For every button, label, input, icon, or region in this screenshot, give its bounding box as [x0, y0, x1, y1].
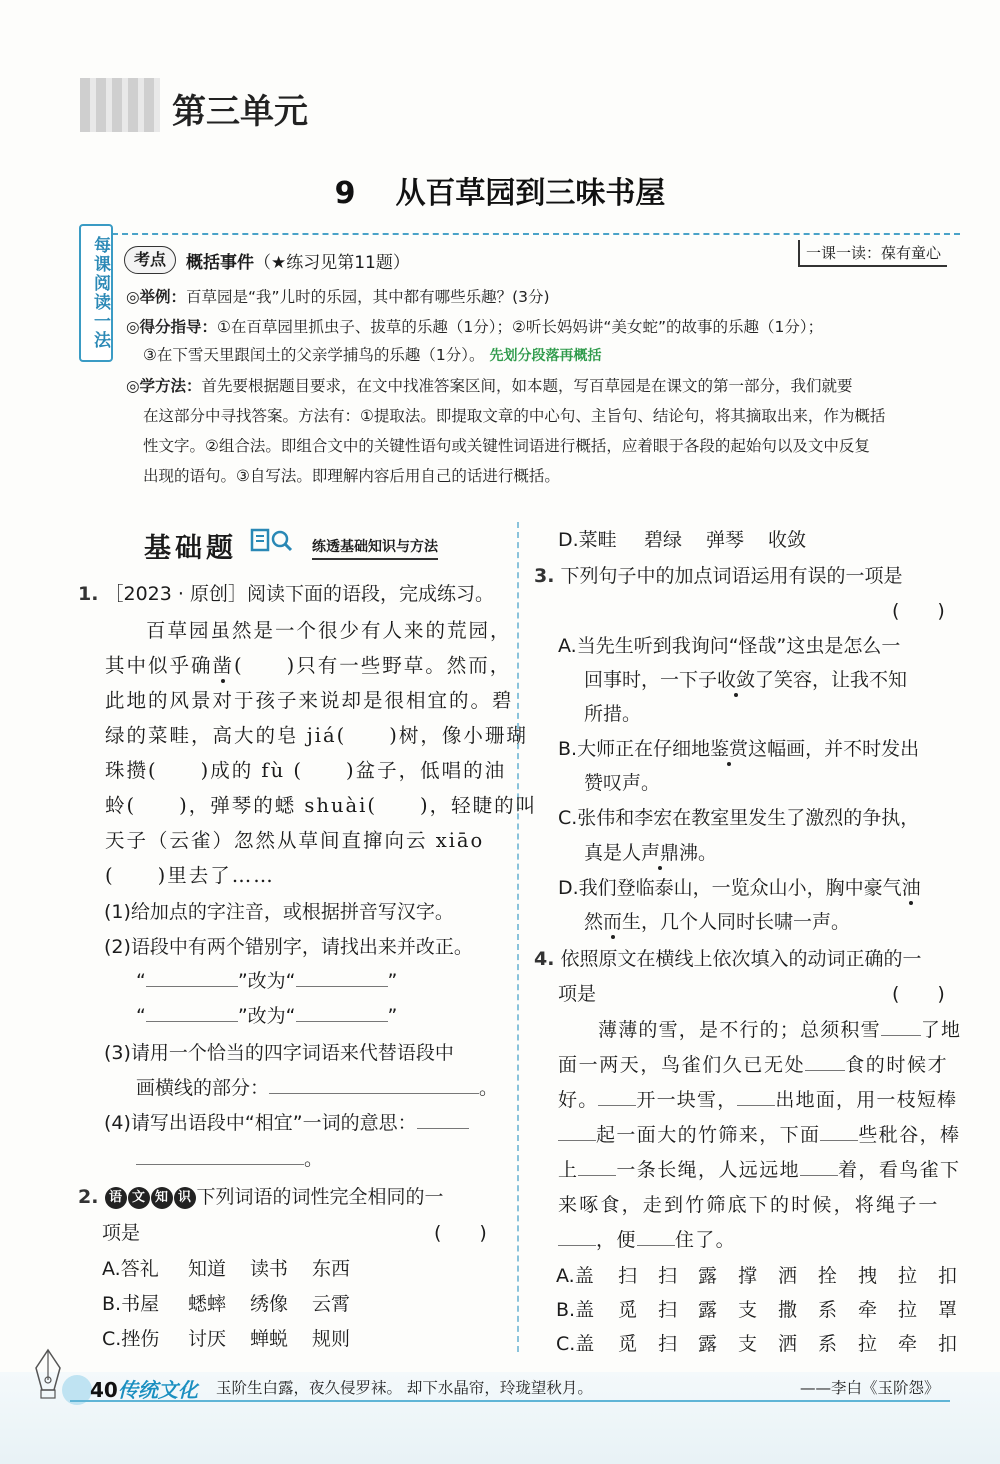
q2-option-c[interactable] [102, 1322, 350, 1357]
q4-passage-line-4 [558, 1118, 960, 1153]
answer-blank[interactable] [417, 1110, 469, 1129]
verb: 支 [738, 1333, 758, 1355]
section-subtitle: 练透基础知识与方法 [312, 536, 438, 560]
score-label: ◎得分指导： [126, 318, 218, 336]
q2-stem-text: 下列词语的词性完全相同的一 [196, 1186, 444, 1208]
score-text-2: ③在下雪天里跟闰土的父亲学捕鸟的乐趣（1分）。 [143, 346, 485, 364]
text: 回事时，一下子 [584, 669, 718, 691]
q1-passage-line-1: 百草园虽然是一个很少有人来的荒园， [146, 619, 512, 642]
q1-change-row-2: “ ”改为“ ” [136, 1005, 398, 1027]
period: 。 [304, 1148, 324, 1170]
q2-number: 2. [78, 1186, 99, 1208]
word: 讨厌 [188, 1328, 227, 1350]
fill-blank[interactable] [800, 1157, 838, 1176]
q1-passage-line-5: 珠攒( )成的 fù ( )盆子，低唱的油 [105, 759, 507, 782]
q1-passage-line-4: 绿的菜畦，高大的皂 jiá( )树，像小珊瑚 [105, 724, 528, 747]
q1-sub-3-cont [136, 1071, 498, 1106]
text: 面一两天，鸟雀们久已无处 [558, 1054, 806, 1076]
verb: 支 [738, 1299, 758, 1321]
word: 规则 [312, 1328, 351, 1350]
unit-header-decoration [80, 78, 160, 132]
verb: C.盖 [556, 1333, 595, 1355]
unit-title: 第三单元 [172, 92, 308, 132]
word: 读书 [250, 1258, 289, 1280]
text: 食的时候才 [845, 1054, 949, 1076]
q1-sub-4-text: (4)请写出语段中“相宜”一词的意思： [104, 1112, 417, 1134]
text: 开一块雪， [636, 1089, 738, 1111]
word: 弹琴 [706, 529, 745, 551]
text: 了笑容，让我不知 [755, 669, 908, 691]
q1-sub-4-cont [136, 1142, 323, 1177]
verb: 露 [698, 1333, 718, 1355]
q1-sub-1: (1)给加点的字注音，或根据拼音写汉字。 [104, 901, 454, 923]
word: A.答礼 [102, 1258, 159, 1280]
q3-stem-text: 下列句子中的加点词语运用有误的一项是 [560, 565, 903, 587]
q1-sub-3: (3)请用一个恰当的四字词语来代替语段中 [104, 1042, 454, 1064]
method-line-4: 出现的语句。③自写法。即理解内容后用自己的话进行概括。 [143, 467, 560, 485]
q4-option-a[interactable] [556, 1259, 957, 1294]
fill-blank[interactable] [820, 1122, 858, 1141]
text: 一条长绳，人远远地 [616, 1159, 801, 1181]
dotted-word: 然而生 [584, 911, 642, 933]
q1-passage-line-7: 天子（云雀）忽然从草间直撺向云 xiāo [105, 829, 485, 852]
fill-blank[interactable] [805, 1052, 845, 1071]
example-text: 百草园是“我”儿时的乐园，其中都有哪些乐趣？(3分) [186, 288, 550, 306]
verb: 洒 [778, 1333, 798, 1355]
lesson-name: 从百草园到三味书屋 [395, 176, 666, 211]
dotted-word: 人声鼎沸 [622, 842, 699, 864]
fill-blank[interactable] [558, 1122, 596, 1141]
footer-poem: 玉阶生白露，夜久侵罗袜。 却下水晶帘，玲珑望秋月。 [216, 1379, 593, 1397]
q1-passage-line-2 [105, 649, 511, 684]
q3-option-a-line-1[interactable]: A.当先生听到我询问“怪哉”这虫是怎么一 [558, 635, 901, 657]
dotted-word: 收敛 [717, 669, 756, 691]
word: B.书屋 [102, 1293, 160, 1315]
word: C.挫伤 [102, 1328, 160, 1350]
fill-blank[interactable] [578, 1157, 616, 1176]
q4-stem-text: 依照原文在横线上依次填入的动词正确的一 [560, 948, 922, 970]
text: B.大师正在仔细地 [558, 738, 711, 760]
verb: 罩 [938, 1299, 958, 1321]
method-line-2: 在这部分中寻找答案。方法有：①提取法。即提取文章的中心句、主旨句、结论句，将其摘取出来，作为概括 [143, 407, 886, 425]
text: 上 [558, 1159, 579, 1181]
badge-char: 文 [128, 1187, 150, 1209]
method-line-1 [126, 372, 853, 401]
motto: 一课一读：葆有童心 [798, 240, 947, 267]
score-line-2 [143, 341, 601, 371]
example-label: ◎举例： [126, 288, 187, 306]
change-label: ”改为“ [237, 970, 296, 992]
verb: B.盖 [556, 1299, 595, 1321]
q4-number: 4. [534, 948, 555, 970]
lesson-title [0, 168, 1000, 212]
q4-passage-line-7 [558, 1223, 736, 1258]
q3-option-a-line-3: 所措。 [584, 703, 642, 725]
verb: 洒 [778, 1265, 798, 1287]
q1-stem [78, 577, 494, 612]
q2-option-d[interactable] [558, 523, 806, 558]
q1-p2-b: ( )只有一些野草。然而， [234, 654, 512, 677]
word: 碧绿 [644, 529, 683, 551]
book-search-icon [250, 526, 294, 554]
q1-passage-line-6: 蛉( )，弹琴的蟋 shuài( )，轻睫的叫 [105, 794, 538, 817]
text: 着，看鸟雀下 [838, 1159, 961, 1181]
q3-option-b-line-2: 赞叹声。 [584, 772, 661, 794]
method-label: ◎学方法： [126, 377, 202, 395]
answer-blank[interactable] [146, 968, 238, 987]
verb: 觅 [618, 1333, 638, 1355]
q4-passage-line-1 [598, 1013, 961, 1048]
q1-passage-line-3: 此地的风景对于孩子来说却是很相宜的。碧 [105, 689, 514, 712]
word: D.菜畦 [558, 529, 617, 551]
text: 些秕谷，棒 [858, 1124, 961, 1146]
text: 真是 [584, 842, 623, 864]
fill-blank[interactable] [737, 1087, 775, 1106]
fill-blank[interactable] [558, 1227, 596, 1246]
q3-answer-paren[interactable]: ( ) [892, 600, 945, 622]
q1-sub-3b: 画横线的部分： [136, 1077, 270, 1099]
q3-stem [534, 559, 903, 594]
q2-option-b[interactable] [102, 1287, 350, 1322]
q1-stem-text: ［2023 · 原创］阅读下面的语段，完成练习。 [104, 583, 494, 605]
q1-sub-2: (2)语段中有两个错别字，请找出来并改正。 [104, 936, 473, 958]
verb: 露 [698, 1265, 718, 1287]
verb: 扣 [938, 1333, 958, 1355]
brand-label: 传统文化 [117, 1378, 198, 1402]
q4-option-b[interactable] [556, 1293, 957, 1328]
method-text-1: 首先要根据题目要求，在文中找准答案区间，如本题，写百草园是在课文的第一部分，我们就要 [201, 377, 853, 395]
text: 起一面大的竹筛来，下面 [596, 1124, 821, 1146]
footer-poem-source: ——李白《玉阶怨》 [800, 1379, 940, 1397]
verb: 拽 [858, 1265, 878, 1287]
q1-change-row-1: “ ”改为“ ” [136, 970, 398, 992]
verb: 拉 [898, 1265, 918, 1287]
verb: 拉 [898, 1299, 918, 1321]
score-line-1 [126, 313, 823, 342]
q3-number: 3. [534, 565, 555, 587]
verb: 觅 [618, 1299, 638, 1321]
q4-answer-paren[interactable]: ( ) [892, 983, 945, 1005]
page-number [90, 1374, 198, 1403]
text: 薄薄的雪，是不行的；总须积雪 [598, 1019, 881, 1041]
text: 住了。 [674, 1229, 737, 1251]
topic-note: （★练习见第11题） [254, 253, 410, 273]
q3-option-a-line-2 [584, 663, 907, 698]
text: D.我们登临泰山，一览众山小，胸中豪气 [558, 877, 902, 899]
q4-stem [534, 942, 922, 977]
verb: 系 [818, 1299, 838, 1321]
column-divider [517, 522, 519, 1352]
fill-blank[interactable] [637, 1227, 675, 1246]
verb: 撑 [738, 1265, 758, 1287]
score-text-1: ①在百草园里抓虫子、拔草的乐趣（1分）；②听长妈妈讲“美女蛇”的故事的乐趣（1分）； [217, 318, 824, 336]
verb: 扫 [658, 1333, 678, 1355]
text: 好。 [558, 1089, 599, 1111]
q1-sub-4 [104, 1106, 469, 1141]
q1-number: 1. [78, 583, 99, 605]
word: 云霄 [312, 1293, 351, 1315]
text: 。 [698, 842, 718, 864]
answer-blank[interactable] [296, 1003, 388, 1022]
q1-passage-line-8: ( )里去了…… [105, 864, 275, 887]
q1-p2-a: 其中似乎确 [105, 654, 213, 677]
lesson-number: 9 [334, 176, 356, 211]
q4-option-c[interactable] [556, 1327, 957, 1362]
verb: 露 [698, 1299, 718, 1321]
text: 这幅画，并不时发出 [748, 738, 920, 760]
verb: 扫 [618, 1265, 638, 1287]
badge-char: 语 [105, 1187, 127, 1209]
q4-passage-line-6: 来啄食，走到竹筛底下的时候，将绳子一 [558, 1194, 940, 1216]
dotted-word: 油 [901, 877, 921, 899]
topic-label: 概括事件 [186, 253, 254, 273]
q4-stem-cont: 项是 [558, 983, 597, 1005]
text: ，便 [596, 1229, 637, 1251]
change-label: ”改为“ [237, 1005, 296, 1027]
verb: 拴 [818, 1265, 838, 1287]
verb: 扫 [658, 1299, 678, 1321]
fill-blank[interactable] [881, 1017, 921, 1036]
word: 收敛 [768, 529, 807, 551]
text: 了地 [920, 1019, 962, 1041]
text: ，几个人同时长啸一声。 [641, 911, 851, 933]
word: 绣像 [250, 1293, 289, 1315]
badge-char: 识 [174, 1187, 196, 1209]
q4-passage-line-2 [558, 1048, 948, 1083]
answer-blank[interactable] [146, 1003, 238, 1022]
verb: A.盖 [556, 1265, 594, 1287]
method-line-3: 性文字。②组合法。即组合文中的关键性语句或关键性词语进行概括，应着眼于各段的起始句以及文中反复 [143, 437, 870, 455]
dotted-word: 鉴赏 [710, 738, 749, 760]
word: 知道 [188, 1258, 227, 1280]
verb: 扫 [658, 1265, 678, 1287]
verb: 扣 [938, 1265, 958, 1287]
answer-blank[interactable] [136, 1146, 304, 1165]
answer-blank[interactable] [269, 1075, 479, 1094]
period: 。 [479, 1077, 499, 1099]
fill-blank[interactable] [598, 1087, 636, 1106]
key-point-badge: 考点 [124, 246, 176, 274]
section-title: 基础题 [144, 533, 237, 564]
q3-option-d-line-1[interactable] [558, 871, 921, 906]
answer-blank[interactable] [296, 968, 388, 987]
score-hint: 先划分段落再概括 [489, 348, 602, 364]
verb: 牵 [898, 1333, 918, 1355]
q3-option-c-line-1[interactable]: C.张伟和李宏在教室里发生了激烈的争执， [558, 807, 920, 829]
verb: 牵 [858, 1299, 878, 1321]
word: 蝉蜕 [250, 1328, 289, 1350]
page-number-text: 40 [90, 1378, 118, 1402]
q2-stem-cont: 项是 [102, 1222, 141, 1244]
verb: 拉 [858, 1333, 878, 1355]
verb: 撒 [778, 1299, 798, 1321]
q4-passage-line-3 [558, 1083, 957, 1118]
q3-option-c-line-2 [584, 836, 717, 871]
badge-char: 知 [151, 1187, 173, 1209]
q4-passage-line-5 [558, 1153, 960, 1188]
q2-option-a[interactable] [102, 1252, 350, 1287]
q2-answer-paren[interactable]: ( ) [434, 1222, 487, 1244]
example-line [126, 283, 550, 312]
q3-option-b-line-1[interactable] [558, 732, 919, 767]
q2-stem [78, 1180, 444, 1215]
side-tag: 每课阅读一法 [79, 224, 113, 362]
text: 出地面，用一枝短棒 [775, 1089, 958, 1111]
verb: 系 [818, 1333, 838, 1355]
q1-dotted-char: 凿 [212, 654, 235, 677]
word: 东西 [312, 1258, 351, 1280]
key-point-title [186, 248, 410, 273]
footer-rule [70, 1400, 950, 1402]
word: 蟋蟀 [188, 1293, 227, 1315]
q3-option-d-line-2 [584, 905, 850, 940]
